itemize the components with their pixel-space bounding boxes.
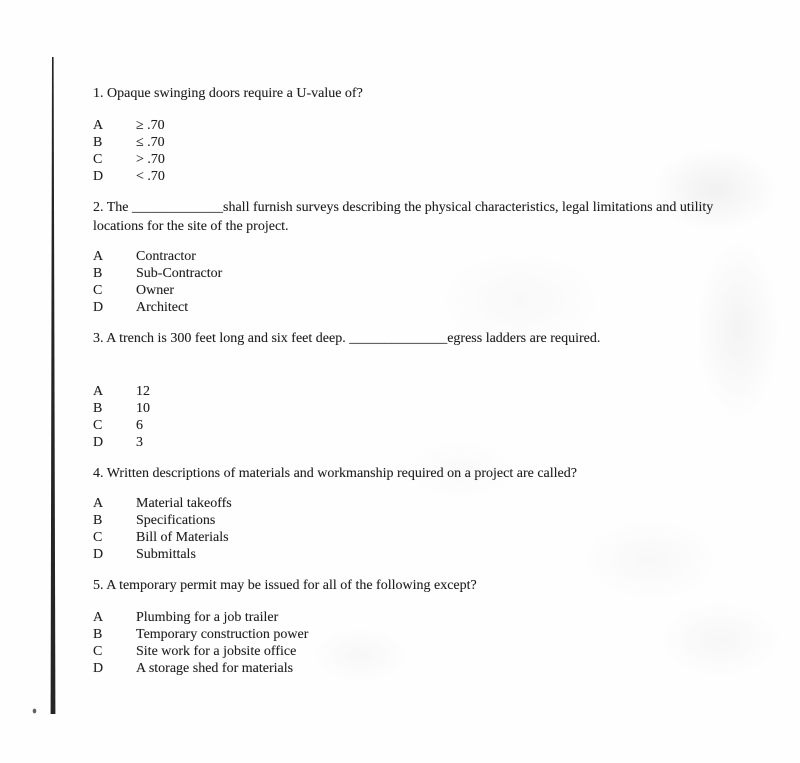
question-line: locations for the site of the project.: [93, 219, 289, 234]
question-2-text: [93, 198, 783, 236]
option-text: Plumbing for a job trailer: [136, 610, 279, 625]
option-letter: A: [93, 610, 104, 625]
option-row: [93, 434, 783, 451]
ink-dot: [33, 709, 37, 714]
question-line: 1. Opaque swinging doors require a U-value of?: [93, 86, 363, 101]
option-text: ≤ .70: [136, 135, 165, 150]
option-row: [93, 546, 783, 563]
option-text: Material takeoffs: [136, 496, 232, 511]
question-2: [93, 198, 783, 316]
option-text: A storage shed for materials: [136, 661, 294, 676]
option-letter: A: [93, 249, 104, 264]
option-text: > .70: [136, 152, 165, 167]
option-row: [93, 299, 783, 316]
option-row: [93, 248, 783, 265]
option-letter: D: [93, 435, 104, 450]
option-letter: A: [93, 384, 104, 399]
option-row: [93, 168, 783, 185]
option-letter: B: [93, 266, 103, 281]
question-3: [93, 329, 783, 451]
option-row: [93, 265, 783, 282]
option-text: Bill of Materials: [136, 530, 229, 545]
option-letter: A: [93, 118, 104, 133]
question-line: 3. A trench is 300 feet long and six feet deep. ______________egress ladders are required.: [93, 331, 601, 346]
option-text: Sub-Contractor: [136, 266, 223, 281]
question-1: [93, 84, 783, 185]
question-line: 2. The _____________shall furnish surveys describing the physical characteristics, legal limitations and utility: [93, 200, 714, 215]
option-text: Owner: [136, 283, 175, 298]
question-1-options: [93, 117, 783, 185]
question-3-options: [93, 383, 783, 451]
option-row: [93, 660, 783, 677]
option-letter: A: [93, 496, 104, 511]
option-letter: B: [93, 401, 103, 416]
option-letter: D: [93, 169, 104, 184]
margin-line-shape: [51, 57, 56, 714]
option-row: [93, 643, 783, 660]
option-text: 3: [136, 435, 143, 450]
option-text: Submittals: [136, 547, 196, 562]
option-letter: C: [93, 152, 103, 167]
question-5-options: [93, 609, 783, 677]
question-4: [93, 464, 783, 563]
option-letter: B: [93, 513, 103, 528]
option-row: [93, 383, 783, 400]
question-1-text: [93, 84, 783, 103]
option-row: [93, 417, 783, 434]
option-text: 12: [136, 384, 150, 399]
option-text: Contractor: [136, 249, 196, 264]
question-2-options: [93, 248, 783, 316]
option-row: [93, 282, 783, 299]
option-text: Temporary construction power: [136, 627, 309, 642]
option-letter: C: [93, 418, 103, 433]
option-row: [93, 400, 783, 417]
option-letter: D: [93, 547, 104, 562]
option-row: [93, 609, 783, 626]
option-letter: D: [93, 661, 104, 676]
option-text: 10: [136, 401, 150, 416]
option-letter: C: [93, 283, 103, 298]
option-letter: B: [93, 627, 103, 642]
option-row: [93, 626, 783, 643]
option-text: Architect: [136, 300, 189, 315]
option-row: [93, 117, 783, 134]
option-letter: B: [93, 135, 103, 150]
option-text: 6: [136, 418, 143, 433]
question-5-text: [93, 576, 783, 595]
option-letter: D: [93, 300, 104, 315]
question-4-text: [93, 464, 783, 483]
option-row: [93, 134, 783, 151]
option-letter: C: [93, 644, 103, 659]
option-row: [93, 529, 783, 546]
option-letter: C: [93, 530, 103, 545]
question-4-options: [93, 495, 783, 563]
option-text: < .70: [136, 169, 165, 184]
question-3-text: [93, 329, 783, 348]
option-row: [93, 512, 783, 529]
option-text: ≥ .70: [136, 118, 165, 133]
question-5: [93, 576, 783, 677]
option-row: [93, 495, 783, 512]
option-text: Site work for a jobsite office: [136, 644, 297, 659]
question-line: 5. A temporary permit may be issued for all of the following except?: [93, 578, 477, 593]
option-text: Specifications: [136, 513, 216, 528]
option-row: [93, 151, 783, 168]
exam-content: [93, 84, 783, 677]
question-line: 4. Written descriptions of materials and workmanship required on a project are called?: [93, 466, 577, 481]
